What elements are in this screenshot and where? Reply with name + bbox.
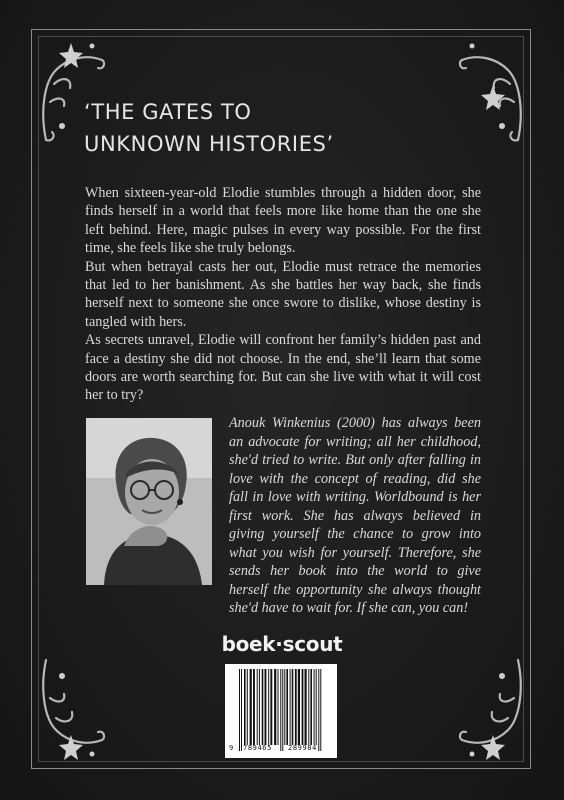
book-title <box>84 96 504 160</box>
author-bio: Anouk Winkenius (2000) has always been an advocate for writing; all her childhood, she'd tried to write. But only after falling in love with the concept of reading, did she fall in love with writing. Worldbound is her first work. She has always believed in giving yourself the chance to grow into what you wish for yourself. Therefore, she sends her book into the world to give herself the opportunity she always thought she'd have to wait for. If she can, you can! <box>229 415 481 616</box>
publisher-logo-dot: · <box>275 632 283 656</box>
barcode-right-group: 289984 <box>288 744 317 752</box>
barcode-bar <box>292 669 294 745</box>
barcode-bar <box>295 669 297 745</box>
blurb-paragraph-3: As secrets unravel, Elodie will confront her family’s hidden past and face a destiny she did not choose. In the end, she’ll learn that some doors are worth searching for. But can she live with what it will cost her to try? <box>85 332 481 404</box>
barcode-bar <box>257 669 258 745</box>
barcode-bar <box>298 669 300 745</box>
barcode-bar <box>262 669 264 745</box>
author-photo-illustration <box>86 418 212 585</box>
ornament-bottom-left <box>34 648 114 768</box>
title-line-2: UNKNOWN HISTORIES’ <box>84 132 334 156</box>
barcode-bar <box>314 669 315 745</box>
barcode-bar <box>290 669 291 745</box>
barcode-bar <box>320 669 321 751</box>
barcode-bar <box>250 669 252 745</box>
barcode-left-group: 789465 <box>243 744 272 752</box>
barcode-digits <box>225 744 337 756</box>
barcode-bar <box>284 669 285 745</box>
book-blurb <box>85 184 481 405</box>
publisher-logo-part2: scout <box>282 632 343 656</box>
barcode-bar <box>280 669 281 751</box>
barcode-bar <box>244 669 246 745</box>
barcode-bar <box>305 669 307 745</box>
barcode-bar <box>318 669 319 751</box>
barcode-bar <box>274 669 276 745</box>
barcode-bar <box>265 669 267 745</box>
barcode-bar <box>270 669 272 745</box>
barcode-bar <box>247 669 248 745</box>
barcode-bar <box>282 669 283 751</box>
barcode-bar <box>253 669 255 745</box>
isbn-barcode <box>225 664 337 758</box>
barcode-bar <box>268 669 269 745</box>
barcode-bar <box>239 669 240 751</box>
title-line-1: ‘THE GATES TO <box>84 100 252 124</box>
publisher-logo <box>0 632 564 656</box>
barcode-bar <box>286 669 288 745</box>
blurb-paragraph-2: But when betrayal casts her out, Elodie must retrace the memories that led to her banishment. As she battles her way back, she finds herself next to someone she once swore to dislike, whose destiny is tangled with hers. <box>85 258 481 330</box>
barcode-first-digit: 9 <box>229 744 234 752</box>
barcode-bar <box>310 669 312 745</box>
publisher-logo-part1: boek <box>221 632 276 656</box>
barcode-bar <box>316 669 317 745</box>
barcode-bar <box>241 669 242 751</box>
ornament-bottom-right <box>450 648 530 768</box>
barcode-bar <box>302 669 304 745</box>
barcode-bar <box>308 669 309 745</box>
barcode-bar <box>259 669 260 745</box>
author-photo <box>86 418 212 585</box>
barcode-bar <box>278 669 279 745</box>
blurb-paragraph-1: When sixteen-year-old Elodie stumbles through a hidden door, she finds herself in a world that feels more like home than the one she left behind. Here, magic pulses in every way possible. For the first time, she feels like she truly belongs. <box>85 185 481 257</box>
